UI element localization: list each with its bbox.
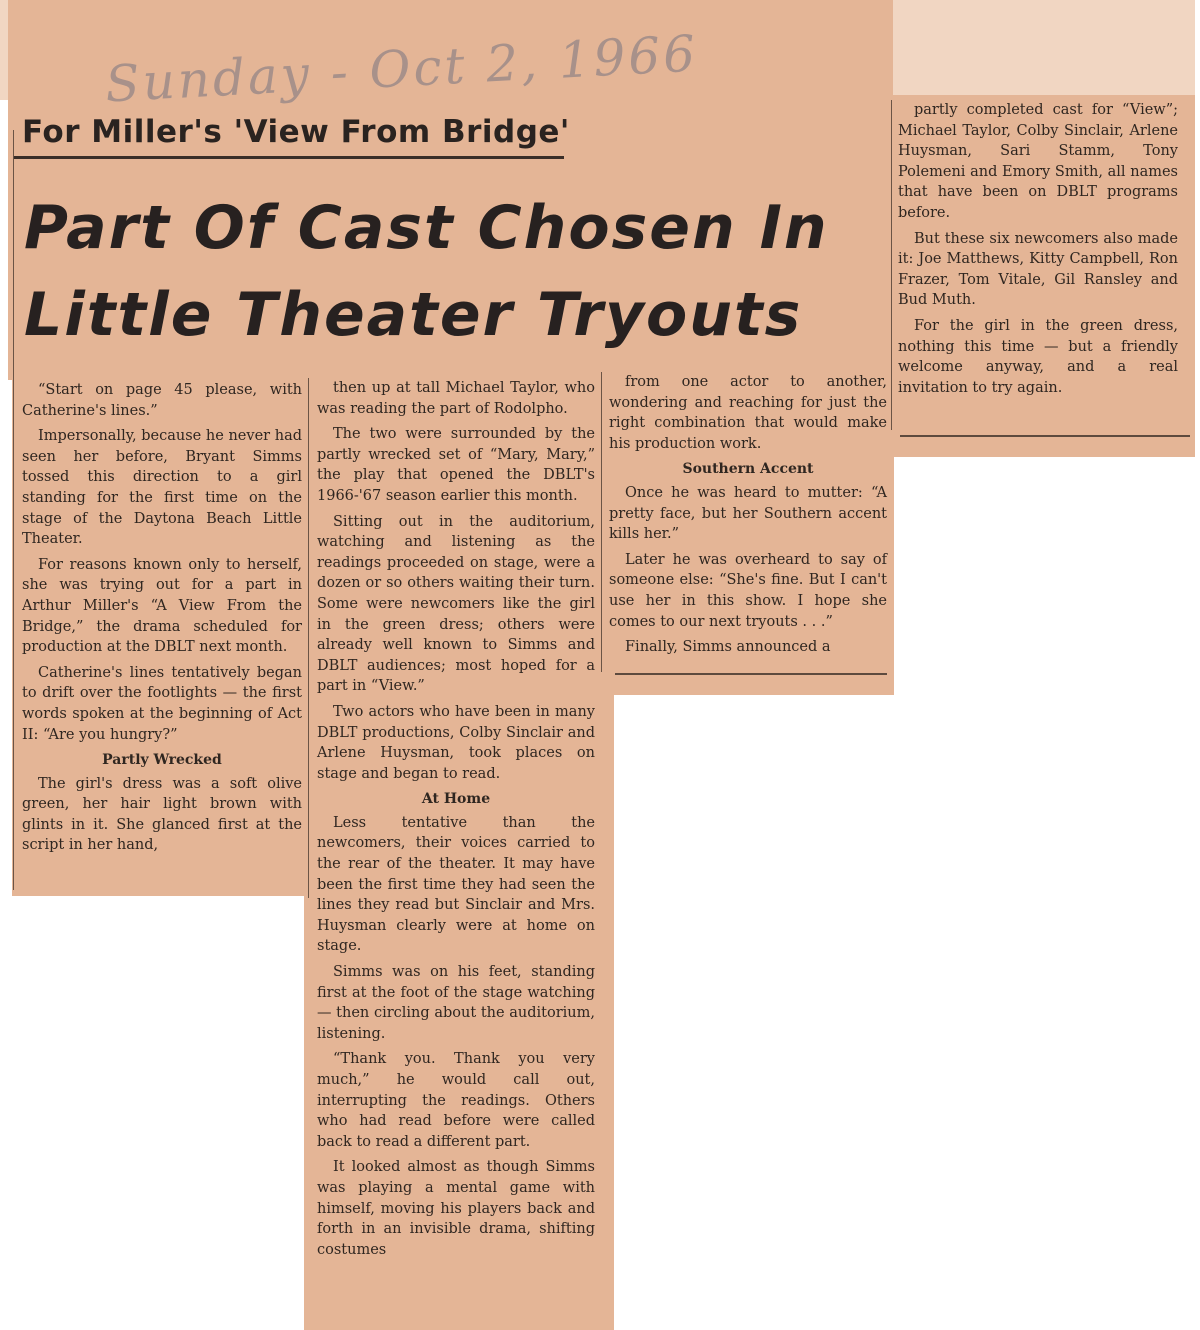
column-rule	[13, 130, 14, 890]
paragraph: But these six newcomers also made it: Joe Matthews, Kitty Campbell, Ron Frazer, Tom Vitale, Gil Ransley and Bud Muth.	[898, 230, 1178, 309]
paragraph: Simms was on his feet, standing first at the foot of the stage watching — then circling about the auditorium, listening.	[317, 964, 595, 1042]
paragraph: For the girl in the green dress, nothing this time — but a friendly welcome anyway, and a real invitation to try again.	[898, 317, 1178, 396]
headline-line-2: Little Theater Tryouts	[24, 280, 803, 350]
article-column-1	[22, 380, 302, 861]
paragraph: from one actor to another, wondering and reaching for just the right combination that would make his production work.	[609, 374, 887, 452]
paragraph: Finally, Simms announced a	[625, 639, 831, 656]
paragraph: The two were surrounded by the partly wrecked set of “Mary, Mary,” the play that opened the DBLT's 1966-'67 season earlier this month.	[317, 426, 595, 504]
paragraph: “Thank you. Thank you very much,” he would call out, interrupting the readings. Others who had read before were called back to read a different part.	[317, 1051, 595, 1150]
paragraph: Catherine's lines tentatively began to drift over the footlights — the first words spoken at the beginning of Act II: “Are you hungry?”	[22, 664, 302, 743]
paragraph: then up at tall Michael Taylor, who was reading the part of Rodolpho.	[317, 380, 595, 417]
handwritten-date-note: Sunday - Oct 2, 1966	[103, 24, 700, 114]
paragraph: It looked almost as though Simms was playing a mental game with himself, moving his players back and forth in an invisible drama, shifting costumes	[317, 1159, 595, 1258]
article-column-2	[317, 378, 595, 1265]
paragraph: Later he was overheard to say of someone else: “She's fine. But I can't use her in this show. I hope she comes to our next tryouts . . .”	[609, 551, 887, 630]
paragraph: Impersonally, because he never had seen her before, Bryant Simms tossed this direction to a girl standing for the first time on the stage of the Daytona Beach Little Theater.	[22, 428, 302, 548]
column-end-rule	[900, 435, 1190, 437]
subheading: Southern Accent	[682, 461, 814, 478]
headline-line-1: Part Of Cast Chosen In	[24, 193, 829, 263]
kicker-underline	[14, 156, 564, 159]
paragraph: The girl's dress was a soft olive green, her hair light brown with glints in it. She glanced first at the script in her hand,	[22, 775, 302, 854]
headline	[24, 185, 894, 359]
paragraph: “Start on page 45 please, with Catherine's lines.”	[22, 382, 302, 419]
subheading: At Home	[421, 791, 491, 808]
paragraph: Two actors who have been in many DBLT productions, Colby Sinclair and Arlene Huysman, took places on stage and began to read.	[317, 703, 595, 782]
paragraph: partly completed cast for “View”; Michael Taylor, Colby Sinclair, Arlene Huysman, Sari Stamm, Tony Polemeni and Emory Smith, all names that have been on DBLT programs before.	[898, 102, 1178, 221]
paragraph: Sitting out in the auditorium, watching and listening as the readings proceeded on stage, were a dozen or so others waiting their turn. Some were newcomers like the girl in the green dress; others were already well known to Simms and DBLT audiences; most hoped for a part in “View.”	[317, 513, 595, 695]
paragraph: Once he was heard to mutter: “A pretty face, but her Southern accent kills her.”	[609, 484, 887, 543]
paragraph: Less tentative than the newcomers, their voices carried to the rear of the theater. It may have been the first time they had seen the lines they read but Sinclair and Mrs. Huysman clearly were at home on stage.	[317, 814, 595, 955]
kicker-headline: For Miller's 'View From Bridge'	[22, 114, 570, 150]
column-rule	[308, 378, 309, 898]
article-column-4	[898, 100, 1178, 403]
article-column-3	[609, 372, 887, 663]
column-end-rule	[615, 673, 887, 675]
subheading: Partly Wrecked	[102, 752, 222, 769]
column-rule	[601, 372, 602, 672]
paragraph: For reasons known only to herself, she was trying out for a part in Arthur Miller's “A View From the Bridge,” the drama scheduled for production at the DBLT next month.	[22, 556, 302, 656]
